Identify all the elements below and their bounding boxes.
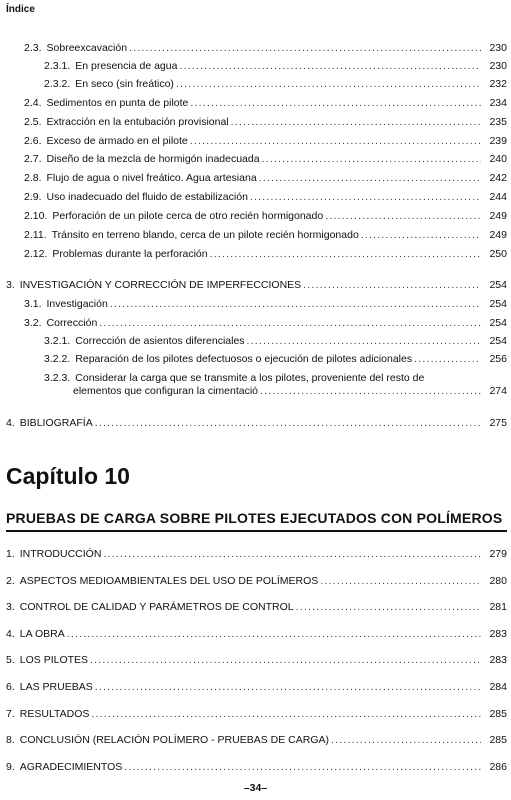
toc-entry-number: 2.5. [24,116,42,128]
toc-entry-page: 254 [489,298,507,310]
toc-entry-page: 285 [489,708,507,720]
toc-entry [6,708,507,721]
page-number: –34– [243,782,268,794]
leader-dots [414,353,481,366]
toc-entry [44,353,507,366]
toc-entry [24,248,507,261]
toc-entry [24,191,507,204]
toc-entry-title: Uso inadecuado del fluido de estabilización [46,191,248,203]
toc-entry [44,78,507,91]
toc-entry-page: 232 [489,78,507,90]
toc-entry [6,681,507,694]
toc-entry-number: 7. [6,708,15,720]
toc-entry-number: 3.2. [24,317,42,329]
toc-entry [24,298,507,311]
toc-entry-number: 2.3. [24,42,42,54]
toc-entry-title: Sedimentos en punta de pilote [46,97,189,109]
toc-entry [6,575,507,588]
toc-entry-number: 3.2.1. [44,335,71,347]
toc-entry-page: 242 [489,172,507,184]
leader-dots [250,191,481,204]
leader-dots [325,210,481,223]
toc-entry [24,229,507,242]
leader-dots [331,734,481,747]
leader-dots [190,97,481,110]
toc-entry-title: Considerar la carga que se transmite a los pilotes, proveniente del resto de [75,372,425,384]
toc-entry-title: CONCLUSIÓN (RELACIÓN POLÍMERO - PRUEBAS DE CARGA) [19,734,329,746]
toc-entry-number: 2.6. [24,135,42,147]
toc-entry-title: Corrección de asientos diferenciales [75,335,245,347]
subtitle-underline [6,530,507,532]
leader-dots [103,548,481,561]
toc-entry [6,734,507,747]
toc-entry-page: 256 [489,353,507,365]
toc-entry-number: 3.1. [24,298,42,310]
toc-entry [6,628,507,641]
toc-entry-title: Sobreexcavación [46,42,128,54]
toc-entry-title: CONTROL DE CALIDAD Y PARÁMETROS DE CONTROL [19,601,294,613]
toc-entry-title: En presencia de agua [75,60,178,72]
toc-entry [6,548,507,561]
toc-entry-number: 2.3.1. [44,60,71,72]
toc-entry-page: 284 [489,681,507,693]
toc-entry [24,172,507,185]
toc-entry-number: 2.11. [24,229,47,241]
section-header: Índice [6,4,35,15]
leader-dots [247,335,481,348]
toc-entry-title: BIBLIOGRAFÍA [19,417,93,429]
toc-entry [24,97,507,110]
toc-entry-title: Diseño de la mezcla de hormigón inadecuada [46,153,260,165]
toc-entry-page: 281 [489,601,507,613]
toc-entry-title: elementos que configuran la cimentació [73,385,259,397]
toc-entry-number: 2.10. [24,210,48,222]
leader-dots [210,248,481,261]
toc-entry [24,135,507,148]
leader-dots [129,42,481,55]
toc-entry-page: 283 [489,654,507,666]
leader-dots [361,229,481,242]
toc-entry-page: 239 [489,135,507,147]
leader-dots [303,279,481,292]
toc-entry-page: 249 [489,229,507,241]
leader-dots [179,60,481,73]
toc-entry [6,601,507,614]
leader-dots [190,135,481,148]
toc-entry-number: 2.12. [24,248,48,260]
leader-dots [95,417,481,430]
toc-entry [24,42,507,55]
toc-entry-page: 244 [489,191,507,203]
toc-entry-page: 249 [489,210,507,222]
toc-entry [6,654,507,667]
toc-entry-title: Corrección [46,317,98,329]
toc-entry-title: LOS PILOTES [19,654,89,666]
toc-entry-number: 2.9. [24,191,42,203]
leader-dots [67,628,481,641]
toc-entry [6,761,507,774]
toc-entry-title: INTRODUCCIÓN [19,548,102,560]
toc-entry-title: LAS PRUEBAS [19,681,93,693]
toc-entry [44,372,507,398]
toc-entry-title: Problemas durante la perforación [52,248,208,260]
toc-entry-page: 279 [489,548,507,560]
chapter-subtitle: PRUEBAS DE CARGA SOBRE PILOTES EJECUTADOS CON POLÍMEROS [6,510,503,526]
toc-entry-title: Extracción en la entubación provisional [46,116,229,128]
toc-entry-title: Investigación [46,298,108,310]
leader-dots [124,761,481,774]
toc-entry-page: 280 [489,575,507,587]
toc-entry-title: Exceso de armado en el pilote [46,135,188,147]
toc-entry-page: 285 [489,734,507,746]
leader-dots [320,575,481,588]
toc-entry-title: Tránsito en terreno blando, cerca de un pilote recién hormigonado [51,229,359,241]
toc-entry-number: 8. [6,734,15,746]
toc-entry-number: 3.2.3. [44,372,71,384]
toc-entry-number: 6. [6,681,15,693]
leader-dots [231,116,481,129]
toc-entry [6,417,507,430]
leader-dots [260,385,481,398]
toc-entry-number: 4. [6,417,15,429]
toc-entry [24,116,507,129]
toc-entry-title: Flujo de agua o nivel freático. Agua artesiana [46,172,257,184]
toc-entry [24,317,507,330]
toc-entry-page: 250 [489,248,507,260]
toc-entry-number: 3. [6,279,15,291]
leader-dots [91,708,481,721]
chapter-title: Capítulo 10 [6,463,130,489]
toc-entry-page: 283 [489,628,507,640]
toc-entry-page: 254 [489,279,507,291]
leader-dots [296,601,481,614]
toc-entry-title: AGRADECIMIENTOS [19,761,123,773]
toc-entry-page: 254 [489,335,507,347]
toc-entry-page: 230 [489,42,507,54]
toc-entry-number: 2.7. [24,153,42,165]
leader-dots [176,78,481,91]
toc-entry-title: INVESTIGACIÓN Y CORRECCIÓN DE IMPERFECCIONES [19,279,302,291]
toc-entry-number: 9. [6,761,15,773]
toc-entry-title: ASPECTOS MEDIOAMBIENTALES DEL USO DE POLÍMEROS [19,575,319,587]
leader-dots [262,153,481,166]
leader-dots [259,172,481,185]
toc-entry-page: 275 [489,417,507,429]
toc-entry-page: 254 [489,317,507,329]
toc-entry-page: 234 [489,97,507,109]
toc-entry-page: 230 [489,60,507,72]
toc-entry-title: Perforación de un pilote cerca de otro recién hormigonado [52,210,324,222]
toc-entry [6,279,507,292]
toc-entry-number: 2. [6,575,15,587]
toc-entry-title: LA OBRA [19,628,65,640]
leader-dots [99,317,481,330]
leader-dots [95,681,481,694]
toc-entry [24,210,507,223]
toc-entry-title: En seco (sin freático) [75,78,174,90]
toc-entry-number: 3. [6,601,15,613]
toc-entry-number: 3.2.2. [44,353,71,365]
toc-entry-page: 240 [489,153,507,165]
toc-entry-number: 1. [6,548,15,560]
toc-entry [24,153,507,166]
toc-entry-line [44,372,507,385]
toc-entry-number: 2.8. [24,172,42,184]
toc-entry-number: 4. [6,628,15,640]
leader-dots [110,298,481,311]
toc-entry-number: 5. [6,654,15,666]
toc-entry-page: 235 [489,116,507,128]
toc-entry-title: RESULTADOS [19,708,90,720]
toc-entry-page: 274 [489,385,507,397]
toc-entry-title: Reparación de los pilotes defectuosos o ejecución de pilotes adicionales [75,353,413,365]
toc-entry-number: 2.4. [24,97,42,109]
toc-entry-line [44,385,507,398]
toc-entry-number: 2.3.2. [44,78,71,90]
leader-dots [90,654,481,667]
toc-entry [44,335,507,348]
toc-entry [44,60,507,73]
toc-entry-page: 286 [489,761,507,773]
